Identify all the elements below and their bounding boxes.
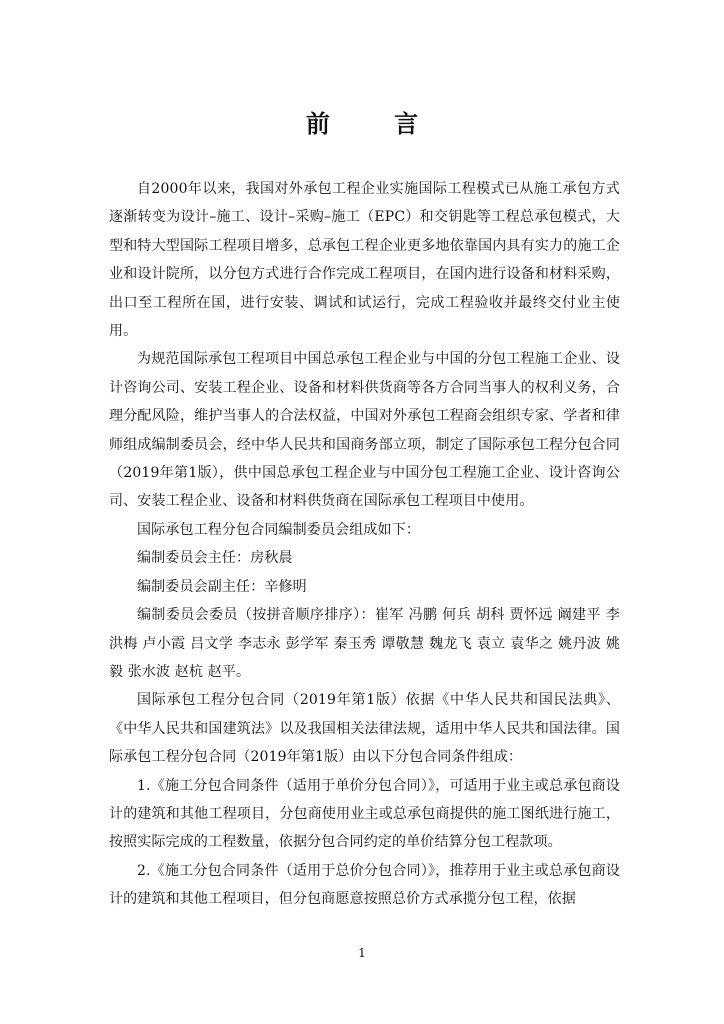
- paragraph-committee-director: 编制委员会主任：房秋晨: [137, 550, 293, 567]
- paragraph-legal-basis: 国际承包工程分包合同（2019年第1版）依据《中华人民共和国民法典》、《中华人民共和国建筑法》以及我国相关法律法规，适用中华人民共和国法律。国际承包工程分包合同（2019年第1版）由以下分包合同条件组成：: [109, 692, 620, 766]
- paragraph-committee-intro: 国际承包工程分包合同编制委员会组成如下：: [137, 521, 420, 538]
- paragraph-intro: 自2000年以来，我国对外承包工程企业实施国际工程模式已从施工承包方式逐渐转变为设计–施工、设计–采购–施工（EPC）和交钥匙等工程总承包模式，大型和特大型国际工程项目增多，总承包工程企业更多地依靠国内具有实力的施工企业和设计院所，以分包方式进行合作完成工程项目，在国内进行设备和材料采购，出口至工程所在国，进行安装、调试和试运行，完成工程验收并最终交付业主使用。: [109, 181, 620, 340]
- page-title: 前 言: [305, 110, 447, 138]
- paragraph-item-1: 1.《施工分包合同条件（适用于单价分包合同）》，可适用于业主或总承包商设计的建筑和其他工程项目，分包商使用业主或总承包商提供的施工图纸进行施工，按照实际完成的工程数量，依据分包合同约定的单价结算分包工程款项。: [109, 777, 620, 851]
- paragraph-purpose: 为规范国际承包工程项目中国总承包工程企业与中国的分包工程施工企业、设计咨询公司、安装工程企业、设备和材料供货商等各方合同当事人的权利义务，合理分配风险，维护当事人的合法权益，中国对外承包工程商会组织专家、学者和律师组成编制委员会，经中华人民共和国商务部立项，制定了国际承包工程分包合同（2019年第1版），供中国总承包工程企业与中国分包工程施工企业、设计咨询公司、安装工程企业、设备和材料供货商在国际承包工程项目中使用。: [109, 351, 620, 510]
- page-number: 1: [358, 946, 366, 960]
- paragraph-item-2: 2.《施工分包合同条件（适用于总价分包合同）》，推荐用于业主或总承包商设计的建筑和其他工程项目，但分包商愿意按照总价方式承揽分包工程，依据: [109, 862, 620, 908]
- paragraph-committee-members: 编制委员会委员（按拼音顺序排序）：崔军 冯鹏 何兵 胡科 贾怀远 阚建平 李洪梅 卢小霞 吕文学 李志永 彭学军 秦玉秀 谭敬慧 魏龙飞 袁立 袁华之 姚丹波 姚毅 张水波 赵杭 赵平。: [109, 607, 620, 680]
- body-text: [109, 175, 620, 914]
- paragraph-committee-deputy: 编制委员会副主任：辛修明: [137, 578, 307, 595]
